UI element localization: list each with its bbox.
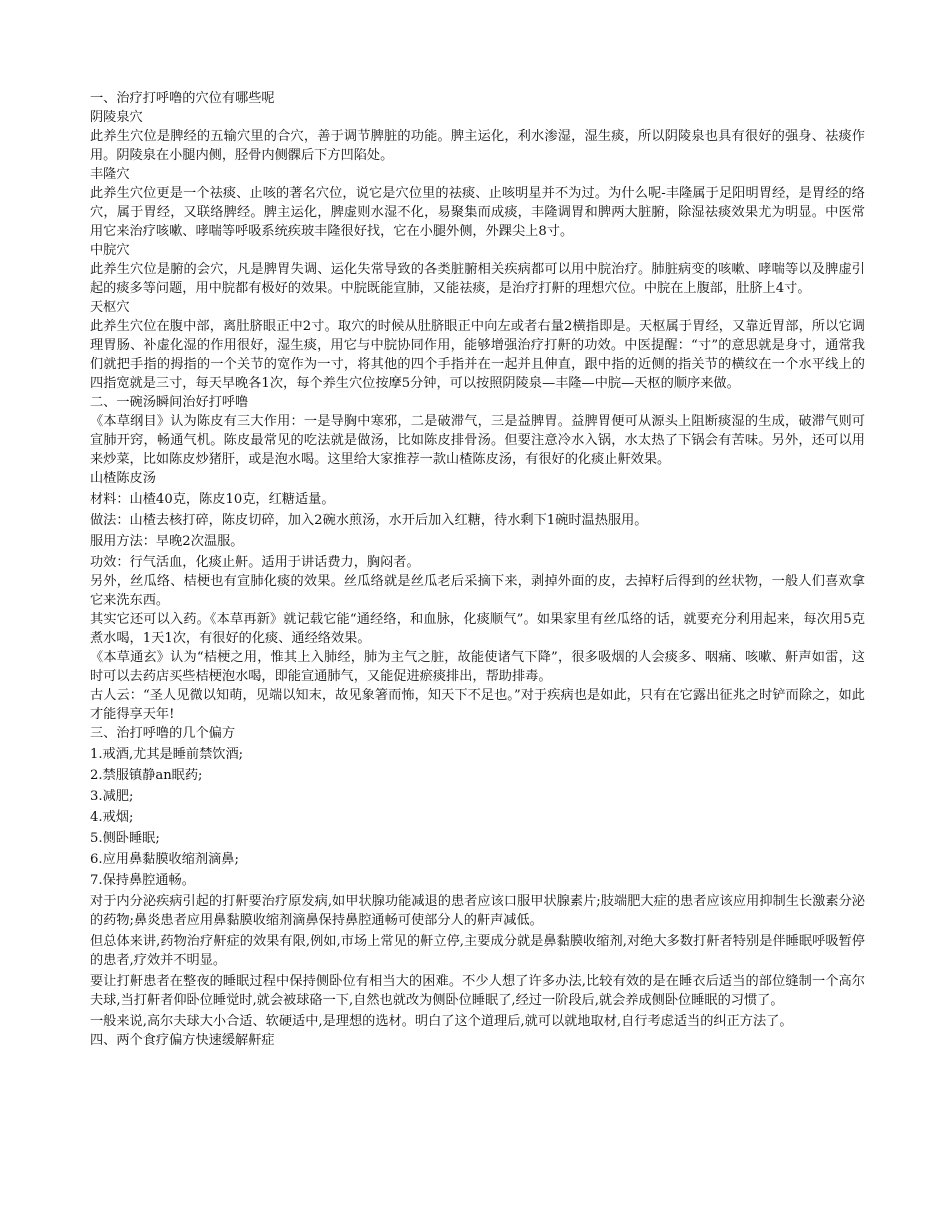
section-heading: 二、一碗汤瞬间治好打呼噜 [90,395,249,410]
acupoint-title: 天枢穴 [90,300,130,315]
recipe-method: 做法：山楂去核打碎，陈皮切碎，加入2碗水煎汤，水开后加入红糖，待水剩下1碗时温热服用。 [90,513,648,528]
paragraph: 古人云：“圣人见微以知萌，见端以知末，故见象箸而怖，知天下不足也。”对于疾病也是如此，只有在它露出征兆之时铲而除之，如此才能得享天年! [90,688,865,722]
list-item: 3.减肥; [90,789,134,804]
recipe-title: 山楂陈皮汤 [90,471,156,486]
list-item: 1.戒酒,尤其是睡前禁饮酒; [90,747,244,762]
paragraph: 《本草通玄》认为“桔梗之用，惟其上入肺经，肺为主气之脏，故能使诸气下降”，很多吸烟的人会痰多、咽痛、咳嗽、鼾声如雷，这时可以去药店买些桔梗泡水喝，即能宣通肺气，又能促进瘀痰排出，帮助排毒。 [90,650,865,684]
paragraph: 此养生穴位是脾经的五输穴里的合穴，善于调节脾脏的功能。脾主运化，利水渗湿，湿生痰，所以阴陵泉也具有很好的强身、祛痰作用。阴陵泉在小腿内侧，胫骨内侧髁后下方凹陷处。 [90,129,865,163]
paragraph: 其实它还可以入药。《本草再新》就记载它能“通经络，和血脉，化痰顺气”。如果家里有丝瓜络的话，就要充分利用起来，每次用5克煮水喝，1天1次，有很好的化痰、通经络效果。 [90,612,865,646]
paragraph: 此养生穴位是腑的会穴，凡是脾胃失调、运化失常导致的各类脏腑相关疾病都可以用中脘治疗。肺脏病变的咳嗽、哮喘等以及脾虚引起的痰多等问题，用中脘都有极好的效果。中脘既能宣肺，又能祛痰，是治疗打鼾的理想穴位。中脘在上腹部，肚脐上4寸。 [90,262,865,296]
list-item: 6.应用鼻黏膜收缩剂滴鼻; [90,852,239,867]
list-item: 5.侧卧睡眠; [90,831,160,846]
acupoint-title: 中脘穴 [90,243,130,258]
section-heading: 一、治疗打呼噜的穴位有哪些呢 [90,91,275,106]
paragraph: 另外，丝瓜络、桔梗也有宣肺化痰的效果。丝瓜络就是丝瓜老后采摘下来，剥掉外面的皮，去掉籽后得到的丝状物，一般人们喜欢拿它来洗东西。 [90,574,865,608]
list-item: 2.禁服镇静an眠药; [90,768,203,783]
paragraph: 要让打鼾患者在整夜的睡眠过程中保持侧卧位有相当大的困难。不少人想了许多办法,比较有效的是在睡衣后适当的部位缝制一个高尔夫球,当打鼾者仰卧位睡觉时,就会被球硌一下,自然也就改为侧卧位睡眠了,经过一阶段后,就会养成侧卧位睡眠的习惯了。 [90,974,865,1008]
section-heading: 四、两个食疗偏方快速缓解鼾症 [90,1033,275,1048]
paragraph: 《本草纲目》认为陈皮有三大作用：一是导胸中寒邪，二是破滞气，三是益脾胃。益脾胃便可从源头上阻断痰湿的生成，破滞气则可宣肺开窍，畅通气机。陈皮最常见的吃法就是做汤，比如陈皮排骨汤。但要注意冷水入锅，水太热了下锅会有苦味。另外，还可以用来炒菜，比如陈皮炒猪肝，或是泡水喝。这里给大家推荐一款山楂陈皮汤，有很好的化痰止鼾效果。 [90,414,865,467]
paragraph: 一般来说,高尔夫球大小合适、软硬适中,是理想的选材。明白了这个道理后,就可以就地取材,自行考虑适当的纠正方法了。 [90,1014,793,1029]
recipe-effect: 功效：行气活血，化痰止鼾。适用于讲话费力，胸闷者。 [90,555,420,570]
acupoint-title: 阴陵泉穴 [90,110,143,125]
section-heading: 三、治打呼噜的几个偏方 [90,726,236,741]
acupoint-title: 丰隆穴 [90,167,130,182]
paragraph: 此养生穴位在腹中部，离肚脐眼正中2寸。取穴的时候从肚脐眼正中向左或者右量2横指即是。天枢属于胃经，又靠近胃部，所以它调理胃肠、补虚化湿的作用很好，湿生痰，用它与中脘协同作用，能够增强治疗打鼾的功效。中医提醒：“寸”的意思就是身寸，通常我们就把手指的拇指的一个关节的宽作为一寸，将其他的四个手指并在一起并且伸直，跟中指的近侧的指关节的横纹在一个水平线上的四指宽就是三寸，每天早晚各1次，每个养生穴位按摩5分钟，可以按照阴陵泉—丰隆—中脘—天枢的顺序来做。 [90,319,865,391]
paragraph: 但总体来讲,药物治疗鼾症的效果有限,例如,市场上常见的鼾立停,主要成分就是鼻黏膜收缩剂,对绝大多数打鼾者特别是伴睡眠呼吸暂停的患者,疗效并不明显。 [90,934,865,968]
paragraph: 此养生穴位更是一个祛痰、止咳的著名穴位，说它是穴位里的祛痰、止咳明星并不为过。为什么呢-丰隆属于足阳明胃经，是胃经的络穴，属于胃经，又联络脾经。脾主运化，脾虚则水湿不化，易聚集而成痰，丰隆调胃和脾两大脏腑，除湿祛痰效果尤为明显。中医常用它来治疗咳嗽、哮喘等呼吸系统疾玻丰隆很好找，它在小腿外侧，外踝尖上8寸。 [90,186,865,239]
list-item: 4.戒烟; [90,810,134,825]
list-item: 7.保持鼻腔通畅。 [90,873,195,888]
recipe-usage: 服用方法：早晚2次温服。 [90,534,244,549]
document-body [90,89,865,1050]
recipe-ingredients: 材料：山楂40克，陈皮10克，红糖适量。 [90,492,335,507]
paragraph: 对于内分泌疾病引起的打鼾要治疗原发病,如甲状腺功能减退的患者应该口服甲状腺素片;肢端肥大症的患者应该应用抑制生长激素分泌的药物;鼻炎患者应用鼻黏膜收缩剂滴鼻保持鼻腔通畅可使部分人的鼾声减低。 [90,894,865,928]
